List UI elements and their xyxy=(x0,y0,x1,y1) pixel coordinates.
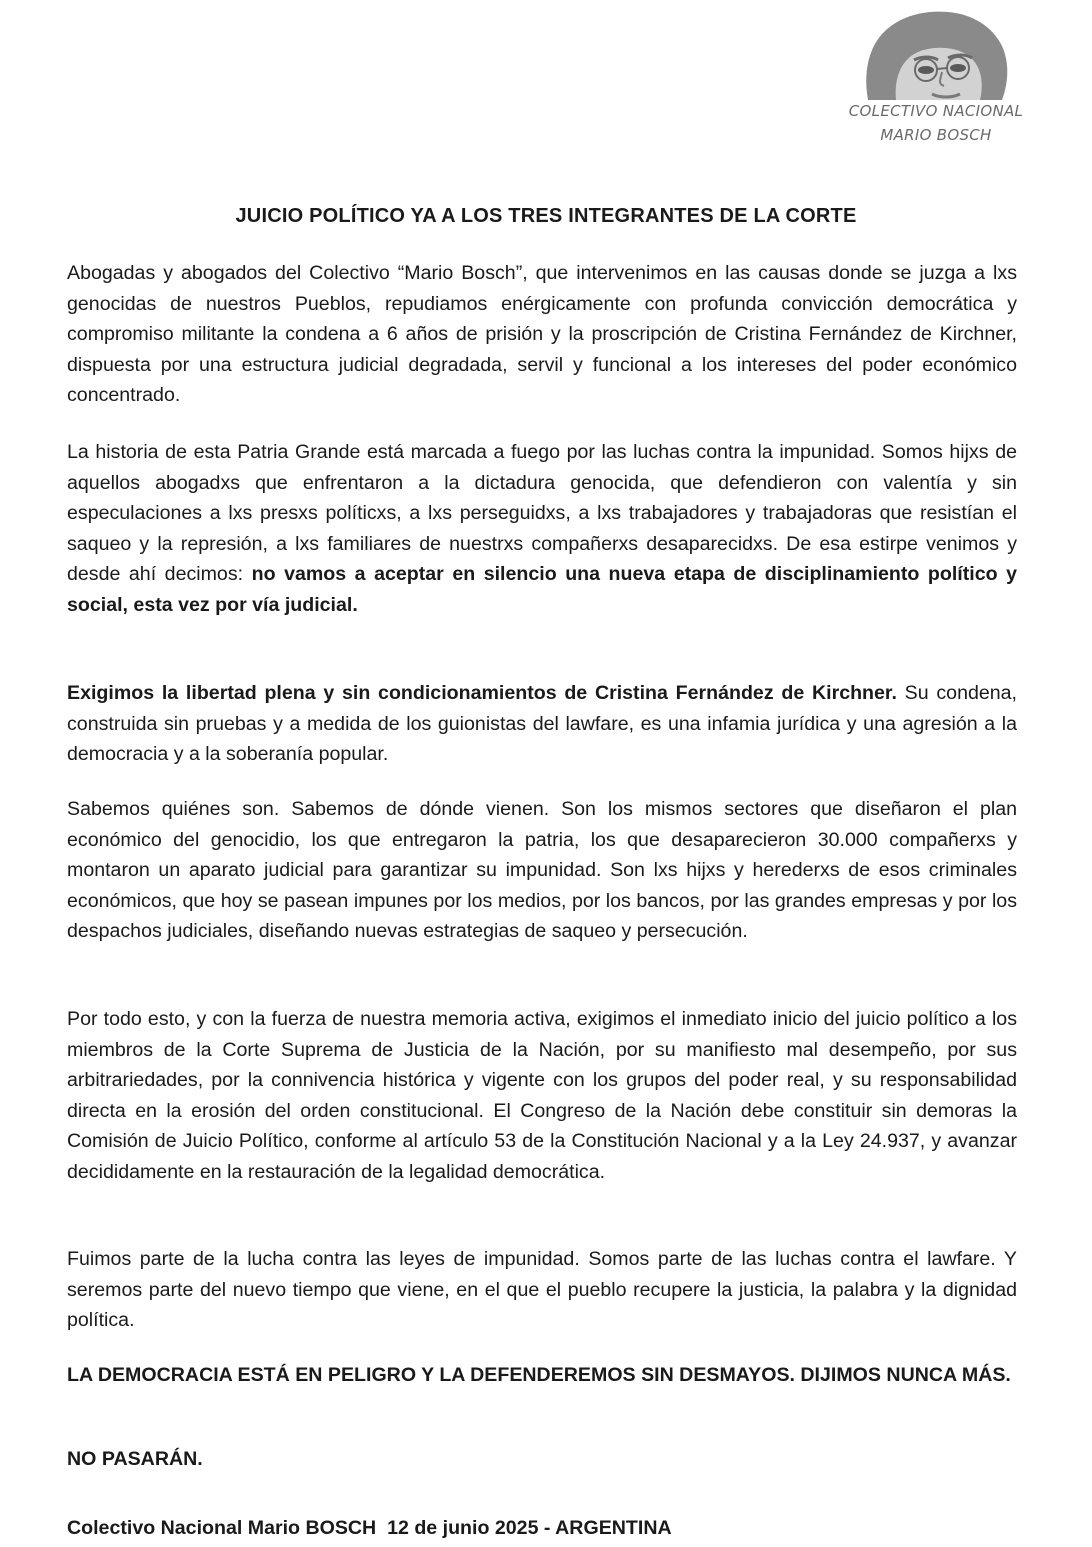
paragraph-5-text: Por todo esto, y con la fuerza de nuestra memoria activa, exigimos el inmediato inicio del juicio político a los miembros de la Corte Suprema de Justicia de la Nación, por su manifiesto mal desempeño, por sus arbitrariedades, por la connivencia histórica y vigente con los grupos del poder real, y su responsabilidad directa en la erosión del orden constitucional. El Congreso de la Nación debe constituir sin demoras la Comisión de Juicio Político, conforme al artículo 53 de la Constitución Nacional y a la Ley 24.937, y avanzar decididamente en la restauración de la legalidad democrática. xyxy=(67,1008,1017,1183)
logo-text-line-1: COLECTIVO NACIONAL xyxy=(848,102,1024,120)
slogan-democracy-text: LA DEMOCRACIA ESTÁ EN PELIGRO Y LA DEFENDEREMOS SIN DESMAYOS. DIJIMOS NUNCA MÁS. xyxy=(67,1364,1011,1386)
paragraph-1 xyxy=(67,258,1017,411)
slogan-democracy xyxy=(67,1360,1017,1391)
paragraph-2-text: La historia de esta Patria Grande está marcada a fuego por las luchas contra la impunidad. Somos hijxs de aquellos abogadxs que enfrentaron a la dictadura genocida, que defendieron con valentía y sin especulaciones a lxs presxs políticxs, a lxs perseguidxs, a lxs trabajadores y trabajadoras que resistían el saqueo y la represión, a lxs familiares de nuestrxs compañerxs desaparecidxs. De esa estirpe venimos y desde ahí decimos: xyxy=(67,441,1017,585)
document-title: JUICIO POLÍTICO YA A LOS TRES INTEGRANTES DE LA CORTE xyxy=(235,205,857,227)
paragraph-3-emphasis: Exigimos la libertad plena y sin condicionamientos de Cristina Fernández de Kirchner. xyxy=(67,682,897,704)
paragraph-1-text: Abogadas y abogados del Colectivo “Mario Bosch”, que intervenimos en las causas donde se juzga a lxs genocidas de nuestros Pueblos, repudiamos enérgicamente con profunda convicción democrática y compromiso militante la condena a 6 años de prisión y la proscripción de Cristina Fernández de Kirchner, dispuesta por una estructura judicial degradada, servil y funcional a los intereses del poder económico concentrado. xyxy=(67,262,1017,406)
paragraph-3-text: Su condena, construida sin pruebas y a medida de los guionistas del lawfare, es una infamia jurídica y una agresión a la democracia y a la soberanía popular. xyxy=(67,682,1017,765)
paragraph-4-text: Sabemos quiénes son. Sabemos de dónde vienen. Son los mismos sectores que diseñaron el plan económico del genocidio, los que entregaron la patria, los que desaparecieron 30.000 compañerxs y montaron un aparato judicial para garantizar su impunidad. Son lxs hijxs y herederxs de esos criminales económicos, que hoy se pasean impunes por los medios, por los bancos, por las grandes empresas y por los despachos judiciales, diseñando nuevas estrategias de saqueo y persecución. xyxy=(67,798,1017,942)
paragraph-6-text: Fuimos parte de la lucha contra las leyes de impunidad. Somos parte de las luchas contra el lawfare. Y seremos parte del nuevo tiempo que viene, en el que el pueblo recupere la justicia, la palabra y la dignidad política. xyxy=(67,1248,1017,1331)
slogan-no-pasaran-text: NO PASARÁN. xyxy=(67,1448,203,1470)
portrait-logo-icon xyxy=(860,8,1010,100)
paragraph-2-emphasis: no vamos a aceptar en silencio una nueva etapa de disciplinamiento político y social, esta vez por vía judicial. xyxy=(67,563,1018,616)
paragraph-5 xyxy=(67,1004,1017,1187)
logo xyxy=(846,8,1026,153)
paragraph-4 xyxy=(67,794,1017,947)
paragraph-6 xyxy=(67,1244,1017,1336)
signature-line xyxy=(67,1513,1017,1544)
signature-line-text: Colectivo Nacional Mario BOSCH 12 de junio 2025 - ARGENTINA xyxy=(67,1517,672,1539)
logo-text-line-2: MARIO BOSCH xyxy=(880,126,992,144)
paragraph-3 xyxy=(67,678,1017,770)
paragraph-2 xyxy=(67,437,1017,620)
slogan-no-pasaran xyxy=(67,1444,1017,1475)
